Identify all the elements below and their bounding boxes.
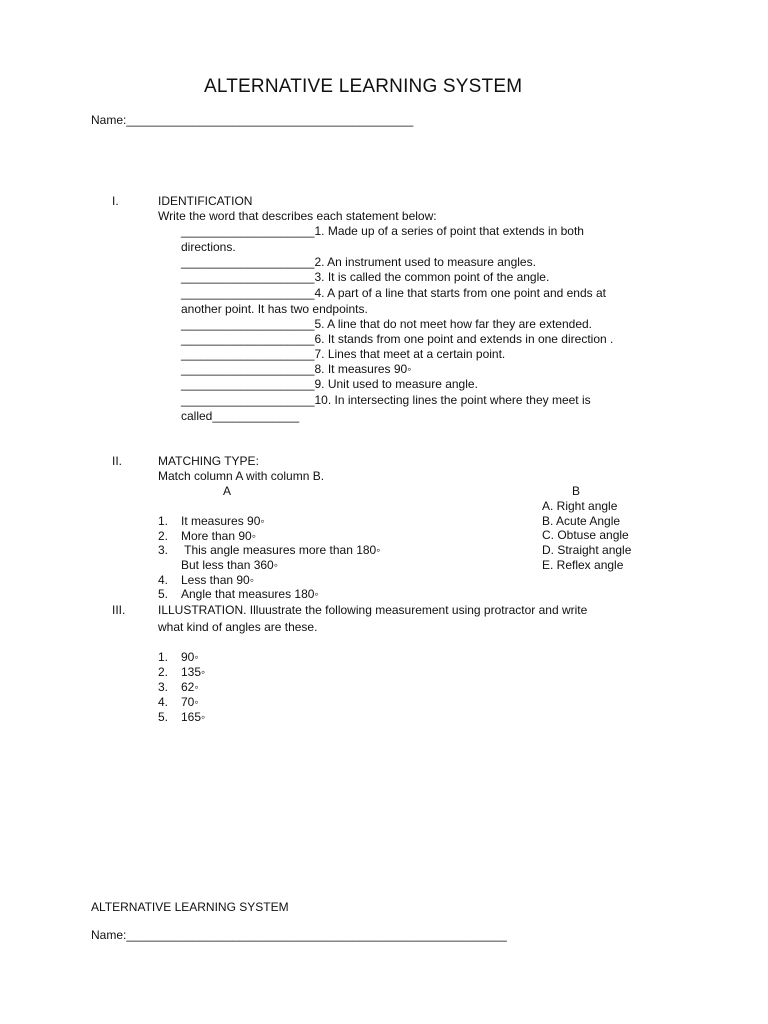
illustration-item: 90◦ [181, 650, 199, 664]
section-1-instruction: Write the word that describes each statement below: [158, 209, 437, 223]
column-a-item: More than 90◦ [181, 529, 256, 543]
illustration-item: 135◦ [181, 665, 206, 679]
identification-line: ____________________1. Made up of a series of point that extends in both [181, 224, 584, 238]
identification-line: ____________________5. A line that do not meet how far they are extended. [181, 317, 592, 331]
section-1-heading: IDENTIFICATION [158, 194, 253, 208]
illustration-item: 165◦ [181, 710, 206, 724]
column-a-number: 1. [158, 514, 169, 528]
section-2-numeral: II. [112, 454, 123, 468]
column-b-item: E. Reflex angle [542, 558, 624, 572]
column-a-item: But less than 360◦ [181, 558, 278, 572]
column-b-item: D. Straight angle [542, 543, 632, 557]
column-a-number: 3. [158, 543, 169, 557]
column-b-label: B [572, 484, 581, 498]
footer-name-line: Name:_________________________________________________________ [91, 928, 507, 942]
identification-line: another point. It has two endpoints. [181, 302, 368, 316]
illustration-number: 1. [158, 650, 169, 664]
identification-line: ____________________6. It stands from one point and extends in one direction . [181, 332, 614, 346]
identification-line: ____________________7. Lines that meet at a certain point. [181, 347, 506, 361]
illustration-item: 70◦ [181, 695, 199, 709]
illustration-number: 2. [158, 665, 169, 679]
column-b-item: A. Right angle [542, 499, 618, 513]
column-a-number: 2. [158, 529, 169, 543]
illustration-number: 4. [158, 695, 169, 709]
section-2-instruction: Match column A with column B. [158, 469, 325, 483]
column-a-item: Angle that measures 180◦ [181, 587, 319, 601]
column-a-item: This angle measures more than 180◦ [181, 543, 381, 557]
column-b-item: C. Obtuse angle [542, 528, 629, 542]
column-a-number: 4. [158, 573, 169, 587]
page-title: ALTERNATIVE LEARNING SYSTEM [204, 76, 523, 97]
column-a-item: Less than 90◦ [181, 573, 254, 587]
section-2-heading: MATCHING TYPE: [158, 454, 259, 468]
identification-line: called_____________ [181, 409, 300, 423]
identification-line: ____________________2. An instrument used to measure angles. [181, 255, 536, 269]
footer-title: ALTERNATIVE LEARNING SYSTEM [91, 900, 289, 914]
illustration-number: 3. [158, 680, 169, 694]
illustration-item: 62◦ [181, 680, 199, 694]
column-a-number: 5. [158, 587, 169, 601]
name-field-line: Name:___________________________________________ [91, 113, 414, 127]
identification-line: ____________________8. It measures 90◦ [181, 362, 412, 376]
column-b-item: B. Acute Angle [542, 514, 621, 528]
column-a-label: A [223, 484, 232, 498]
identification-line: directions. [181, 240, 236, 254]
section-1-numeral: I. [112, 194, 119, 208]
column-a-item: It measures 90◦ [181, 514, 265, 528]
illustration-number: 5. [158, 710, 169, 724]
identification-line: ____________________10. In intersecting lines the point where they meet is [181, 393, 591, 407]
identification-line: ____________________3. It is called the common point of the angle. [181, 270, 550, 284]
section-3-numeral: III. [112, 603, 126, 617]
section-3-heading-cont: what kind of angles are these. [158, 620, 318, 634]
section-3-heading: ILLUSTRATION. Illuustrate the following measurement using protractor and write [158, 603, 588, 617]
identification-line: ____________________9. Unit used to measure angle. [181, 377, 478, 391]
identification-line: ____________________4. A part of a line that starts from one point and ends at [181, 286, 606, 300]
